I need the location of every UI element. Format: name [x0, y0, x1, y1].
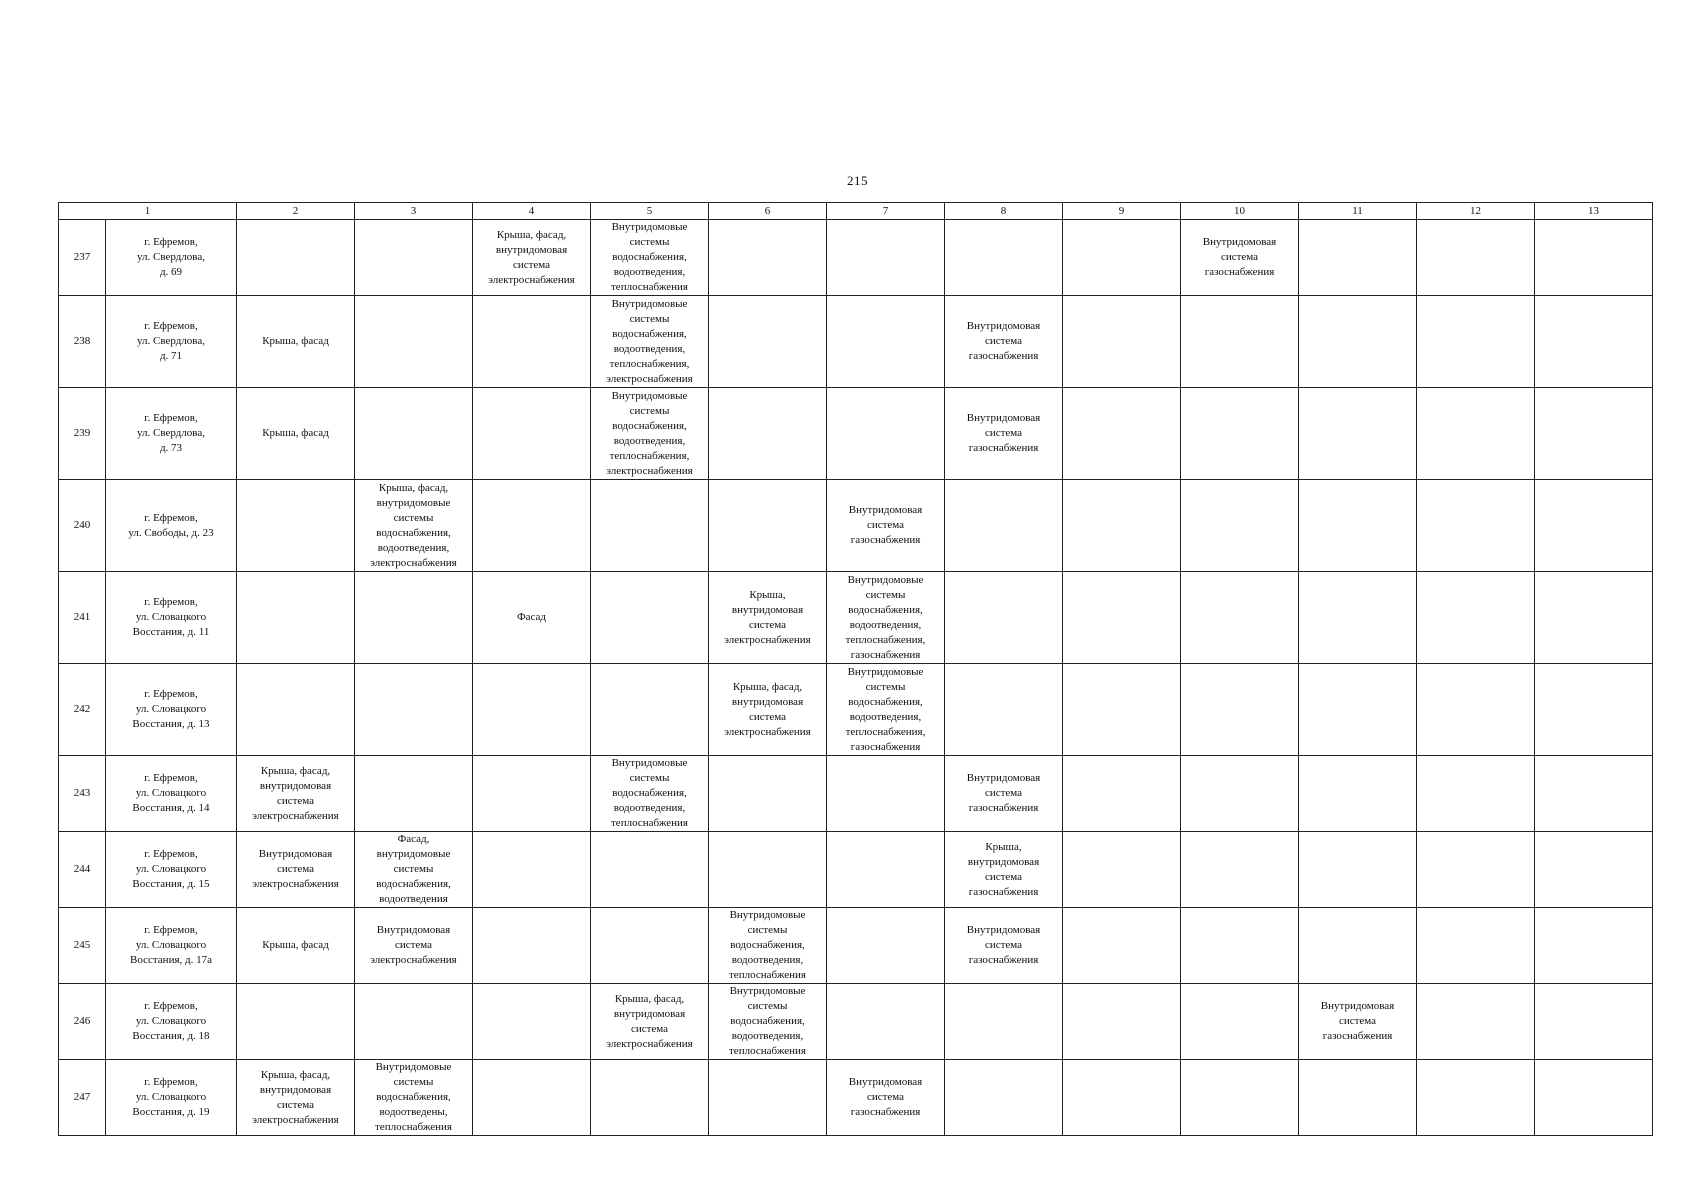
work-cell: Внутридомовая система газоснабжения — [1181, 220, 1299, 296]
table-row — [59, 480, 1653, 572]
table-row — [59, 296, 1653, 388]
work-cell — [591, 480, 709, 572]
work-cell: Внутридомовые системы водоснабжения, водоотведены, теплоснабжения — [355, 1060, 473, 1136]
work-cell — [827, 908, 945, 984]
work-cell — [945, 220, 1063, 296]
work-cell — [591, 908, 709, 984]
work-cell: Крыша, фасад, внутридомовая система электроснабжения — [237, 756, 355, 832]
work-cell — [1299, 220, 1417, 296]
work-cell: Внутридомовая система газоснабжения — [945, 756, 1063, 832]
work-cell — [355, 756, 473, 832]
table-row — [59, 220, 1653, 296]
work-cell — [1299, 1060, 1417, 1136]
work-cell — [1417, 664, 1535, 756]
work-cell: Внутридомовые системы водоснабжения, водоотведения, теплоснабжения — [591, 756, 709, 832]
work-cell — [355, 572, 473, 664]
work-cell — [709, 756, 827, 832]
table-row — [59, 388, 1653, 480]
row-number: 238 — [59, 296, 106, 388]
work-cell: Внутридомовая система газоснабжения — [945, 296, 1063, 388]
work-cell: Крыша, фасад, внутридомовые системы водоснабжения, водоотведения, электроснабжения — [355, 480, 473, 572]
column-header: 11 — [1299, 203, 1417, 220]
work-cell — [1417, 984, 1535, 1060]
work-cell: Внутридомовая система газоснабжения — [1299, 984, 1417, 1060]
work-cell — [827, 756, 945, 832]
column-header: 4 — [473, 203, 591, 220]
column-header: 13 — [1535, 203, 1653, 220]
work-cell — [473, 480, 591, 572]
work-cell — [1417, 220, 1535, 296]
work-cell: Внутридомовые системы водоснабжения, водоотведения, теплоснабжения, газоснабжения — [827, 664, 945, 756]
work-cell — [1535, 480, 1653, 572]
address-cell: г. Ефремов, ул. Свердлова, д. 71 — [106, 296, 237, 388]
work-cell — [827, 296, 945, 388]
work-cell — [1299, 296, 1417, 388]
work-cell: Крыша, фасад, внутридомовая система электроснабжения — [473, 220, 591, 296]
work-cell: Крыша, фасад — [237, 908, 355, 984]
row-number: 240 — [59, 480, 106, 572]
work-cell — [591, 664, 709, 756]
work-cell — [1417, 572, 1535, 664]
address-cell: г. Ефремов, ул. Свердлова, д. 69 — [106, 220, 237, 296]
work-cell — [827, 388, 945, 480]
work-cell — [1535, 220, 1653, 296]
work-cell: Крыша, фасад, внутридомовая система электроснабжения — [591, 984, 709, 1060]
work-cell — [1063, 908, 1181, 984]
row-number: 244 — [59, 832, 106, 908]
work-cell — [355, 296, 473, 388]
column-number-header-row — [59, 203, 1653, 220]
work-cell — [1063, 388, 1181, 480]
work-cell — [1063, 572, 1181, 664]
work-cell — [473, 908, 591, 984]
work-cell — [1063, 984, 1181, 1060]
work-cell — [709, 480, 827, 572]
work-cell — [827, 832, 945, 908]
address-cell: г. Ефремов, ул. Словацкого Восстания, д. 11 — [106, 572, 237, 664]
work-cell: Внутридомовая система газоснабжения — [945, 908, 1063, 984]
column-header: 3 — [355, 203, 473, 220]
table-row — [59, 664, 1653, 756]
work-cell — [1535, 756, 1653, 832]
work-cell: Крыша, фасад — [237, 296, 355, 388]
work-cell — [1181, 832, 1299, 908]
address-cell: г. Ефремов, ул. Словацкого Восстания, д. 19 — [106, 1060, 237, 1136]
work-cell — [1299, 480, 1417, 572]
work-cell: Внутридомовая система газоснабжения — [827, 1060, 945, 1136]
work-cell — [709, 832, 827, 908]
work-cell: Крыша, фасад, внутридомовая система электроснабжения — [709, 664, 827, 756]
address-cell: г. Ефремов, ул. Словацкого Восстания, д. 14 — [106, 756, 237, 832]
table-row — [59, 908, 1653, 984]
work-cell — [1417, 832, 1535, 908]
work-cell — [473, 664, 591, 756]
work-cell — [1181, 984, 1299, 1060]
work-cell — [473, 1060, 591, 1136]
repair-schedule-table — [58, 202, 1653, 1136]
work-cell: Внутридомовые системы водоснабжения, водоотведения, теплоснабжения — [709, 984, 827, 1060]
work-cell — [1181, 480, 1299, 572]
work-cell — [237, 984, 355, 1060]
work-cell — [591, 832, 709, 908]
work-cell — [1299, 664, 1417, 756]
work-cell: Внутридомовая система газоснабжения — [827, 480, 945, 572]
address-cell: г. Ефремов, ул. Свердлова, д. 73 — [106, 388, 237, 480]
table-row — [59, 572, 1653, 664]
work-cell — [1417, 296, 1535, 388]
work-cell — [1063, 756, 1181, 832]
work-cell: Внутридомовые системы водоснабжения, водоотведения, теплоснабжения — [709, 908, 827, 984]
row-number: 243 — [59, 756, 106, 832]
row-number: 247 — [59, 1060, 106, 1136]
work-cell: Внутридомовая система газоснабжения — [945, 388, 1063, 480]
column-header: 10 — [1181, 203, 1299, 220]
work-cell — [1299, 572, 1417, 664]
work-cell: Внутридомовая система электроснабжения — [355, 908, 473, 984]
work-cell — [1063, 832, 1181, 908]
work-cell — [1181, 664, 1299, 756]
row-number: 242 — [59, 664, 106, 756]
work-cell — [237, 480, 355, 572]
row-number: 245 — [59, 908, 106, 984]
column-header: 6 — [709, 203, 827, 220]
work-cell: Фасад, внутридомовые системы водоснабжения, водоотведения — [355, 832, 473, 908]
work-cell — [1181, 388, 1299, 480]
work-cell — [1181, 572, 1299, 664]
work-cell — [1181, 908, 1299, 984]
work-cell — [1063, 296, 1181, 388]
column-header: 2 — [237, 203, 355, 220]
work-cell — [1063, 1060, 1181, 1136]
table-body — [59, 203, 1653, 1136]
work-cell — [591, 1060, 709, 1136]
column-header: 12 — [1417, 203, 1535, 220]
work-cell — [945, 480, 1063, 572]
work-cell — [1299, 388, 1417, 480]
work-cell — [1063, 664, 1181, 756]
row-number: 246 — [59, 984, 106, 1060]
column-header: 8 — [945, 203, 1063, 220]
work-cell — [1535, 572, 1653, 664]
work-cell — [1417, 756, 1535, 832]
work-cell — [1417, 480, 1535, 572]
address-cell: г. Ефремов, ул. Словацкого Восстания, д. 15 — [106, 832, 237, 908]
work-cell — [473, 296, 591, 388]
work-cell — [827, 220, 945, 296]
work-cell — [237, 220, 355, 296]
work-cell: Внутридомовые системы водоснабжения, водоотведения, теплоснабжения, газоснабжения — [827, 572, 945, 664]
address-cell: г. Ефремов, ул. Словацкого Восстания, д. 17а — [106, 908, 237, 984]
work-cell — [827, 984, 945, 1060]
work-cell — [355, 220, 473, 296]
work-cell — [473, 388, 591, 480]
address-cell: г. Ефремов, ул. Словацкого Восстания, д. 18 — [106, 984, 237, 1060]
work-cell — [355, 664, 473, 756]
work-cell — [945, 984, 1063, 1060]
work-cell: Фасад — [473, 572, 591, 664]
work-cell — [1181, 1060, 1299, 1136]
work-cell — [1063, 220, 1181, 296]
row-number: 241 — [59, 572, 106, 664]
table-row — [59, 984, 1653, 1060]
column-header: 9 — [1063, 203, 1181, 220]
work-cell — [473, 984, 591, 1060]
table-row — [59, 756, 1653, 832]
work-cell — [473, 832, 591, 908]
address-cell: г. Ефремов, ул. Словацкого Восстания, д. 13 — [106, 664, 237, 756]
work-cell — [945, 1060, 1063, 1136]
work-cell: Крыша, фасад, внутридомовая система электроснабжения — [237, 1060, 355, 1136]
work-cell — [1535, 1060, 1653, 1136]
work-cell — [1181, 756, 1299, 832]
work-cell — [1299, 756, 1417, 832]
table-row — [59, 832, 1653, 908]
work-cell — [1535, 984, 1653, 1060]
page-number: 215 — [847, 173, 868, 188]
work-cell — [1063, 480, 1181, 572]
column-header: 1 — [59, 203, 237, 220]
work-cell — [473, 756, 591, 832]
work-cell — [709, 296, 827, 388]
work-cell — [355, 388, 473, 480]
work-cell — [709, 220, 827, 296]
work-cell — [1535, 296, 1653, 388]
work-cell — [355, 984, 473, 1060]
work-cell — [237, 572, 355, 664]
work-cell: Внутридомовые системы водоснабжения, водоотведения, теплоснабжения, электроснабжения — [591, 296, 709, 388]
work-cell — [237, 664, 355, 756]
work-cell: Внутридомовые системы водоснабжения, водоотведения, теплоснабжения — [591, 220, 709, 296]
work-cell — [1417, 388, 1535, 480]
table-row — [59, 1060, 1653, 1136]
work-cell — [1299, 908, 1417, 984]
work-cell — [1535, 832, 1653, 908]
address-cell: г. Ефремов, ул. Свободы, д. 23 — [106, 480, 237, 572]
work-cell — [945, 664, 1063, 756]
work-cell: Крыша, внутридомовая система электроснабжения — [709, 572, 827, 664]
work-cell — [709, 1060, 827, 1136]
work-cell — [1299, 832, 1417, 908]
row-number: 239 — [59, 388, 106, 480]
work-cell — [1417, 908, 1535, 984]
work-cell — [945, 572, 1063, 664]
row-number: 237 — [59, 220, 106, 296]
column-header: 7 — [827, 203, 945, 220]
work-cell — [1535, 908, 1653, 984]
work-cell — [1417, 1060, 1535, 1136]
column-header: 5 — [591, 203, 709, 220]
work-cell: Крыша, внутридомовая система газоснабжения — [945, 832, 1063, 908]
work-cell: Внутридомовая система электроснабжения — [237, 832, 355, 908]
work-cell: Внутридомовые системы водоснабжения, водоотведения, теплоснабжения, электроснабжения — [591, 388, 709, 480]
work-cell — [1535, 388, 1653, 480]
work-cell — [591, 572, 709, 664]
work-cell — [1181, 296, 1299, 388]
work-cell — [709, 388, 827, 480]
work-cell: Крыша, фасад — [237, 388, 355, 480]
work-cell — [1535, 664, 1653, 756]
